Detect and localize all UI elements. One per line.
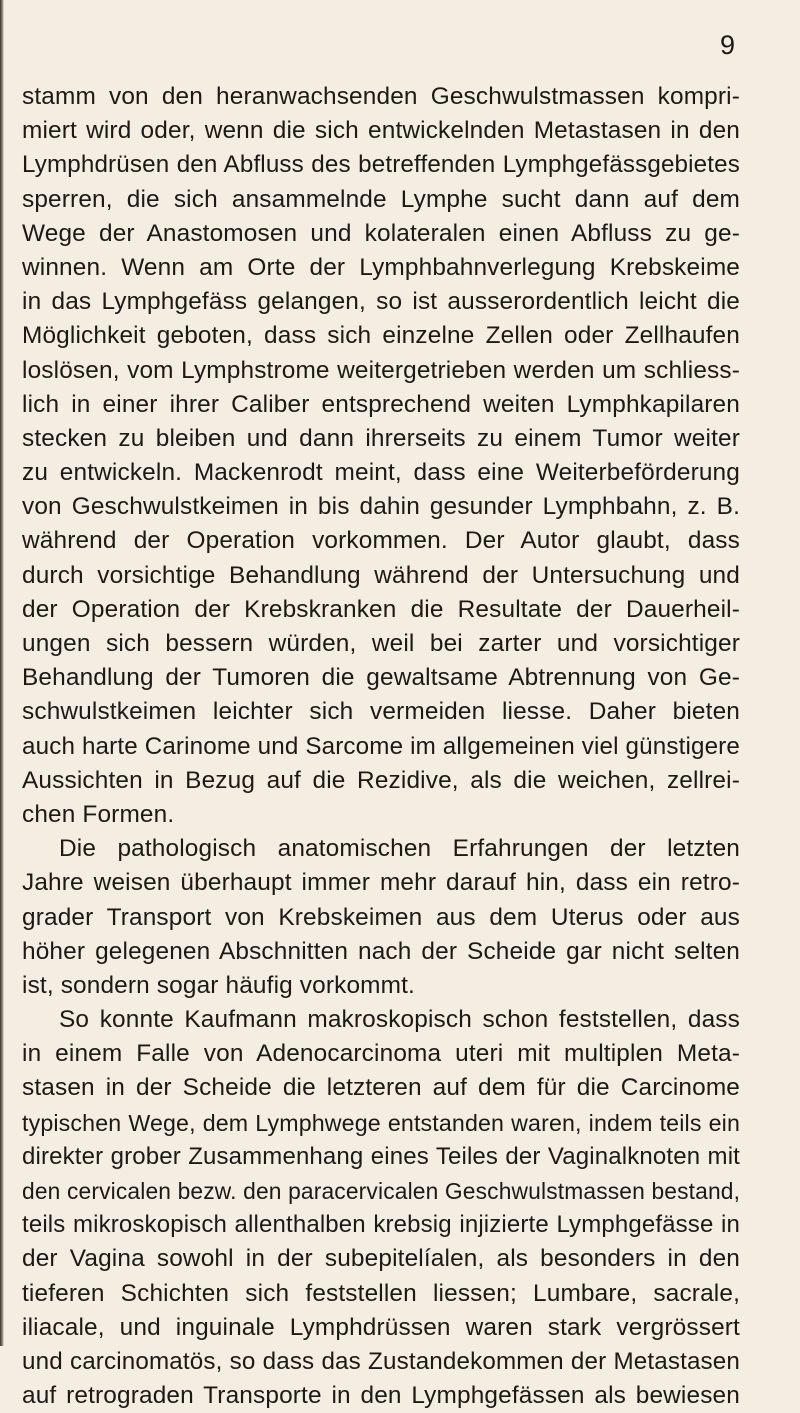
text-line: Möglichkeit geboten, dass sich einzelne Zellen oder Zellhaufen	[22, 322, 740, 350]
body-text	[22, 80, 740, 1413]
text-line: teils mikroskopisch allenthalben krebsig injizierte Lymphgefässe in	[22, 1211, 740, 1239]
text-line: Lymphdrüsen den Abfluss des betreffenden Lymphgefässgebietes	[22, 151, 740, 179]
text-line: ist, sondern sogar häufig vorkommt.	[22, 971, 415, 999]
text-line: der Vagina sowohl in der subepitelíalen, als besonders in den	[22, 1245, 740, 1273]
text-line: grader Transport von Krebskeimen aus dem Uterus oder aus	[22, 903, 740, 931]
text-line: schwulstkeimen leichter sich vermeiden liesse. Daher bieten	[22, 698, 740, 726]
text-line: höher gelegenen Abschnitten nach der Scheide gar nicht selten	[22, 937, 740, 965]
text-line: in einem Falle von Adenocarcinoma uteri mit multiplen Meta-	[22, 1040, 740, 1068]
text-line: Jahre weisen überhaupt immer mehr darauf hin, dass ein retro-	[22, 869, 740, 897]
text-line: chen Formen.	[22, 800, 175, 828]
text-line: ungen sich bessern würden, weil bei zarter und vorsichtiger	[22, 630, 740, 657]
text-line: Die pathologisch anatomischen Erfahrungen der letzten	[59, 835, 740, 863]
text-line: lich in einer ihrer Caliber entsprechend weiten Lymphkapilaren	[22, 390, 740, 418]
text-line: der Operation der Krebskranken die Resultate der Dauerheil-	[22, 595, 740, 623]
text-line: loslösen, vom Lymphstrome weitergetrieben werden um schliess-	[22, 356, 740, 384]
text-line: Wege der Anastomosen und kolateralen einen Abfluss zu ge-	[22, 219, 740, 247]
text-line: und carcinomatös, so dass das Zustandekommen der Metastasen	[22, 1347, 740, 1375]
text-line: stasen in der Scheide die letzteren auf dem für die Carcinome	[22, 1074, 740, 1102]
text-line: zu entwickeln. Mackenrodt meint, dass eine Weiterbeförderung	[22, 459, 740, 487]
text-line: direkter grober Zusammenhang eines Teiles der Vaginalknoten mit	[22, 1142, 740, 1170]
page-edge	[0, 0, 4, 1346]
text-line: auf retrograden Transporte in den Lymphgefässen als bewiesen	[22, 1382, 740, 1410]
text-line: auch harte Carinome und Sarcome im allgemeinen viel günstigere	[22, 732, 740, 760]
text-line: Aussichten in Bezug auf die Rezidive, als die weichen, zellrei-	[22, 766, 740, 794]
text-line: den cervicalen bezw. den paracervicalen Geschwulstmassen bestand,	[22, 1178, 741, 1204]
text-line: stecken zu bleiben und dann ihrerseits zu einem Tumor weiter	[22, 424, 740, 452]
text-line: winnen. Wenn am Orte der Lymphbahnverlegung Krebskeime	[22, 253, 740, 281]
text-line: tieferen Schichten sich feststellen liessen; Lumbare, sacrale,	[22, 1279, 740, 1307]
text-line: während der Operation vorkommen. Der Autor glaubt, dass	[22, 527, 740, 555]
text-line: miert wird oder, wenn die sich entwickelnden Metastasen in den	[22, 117, 740, 145]
text-line: stamm von den heranwachsenden Geschwulstmassen kompri-	[22, 83, 740, 110]
page-number: 9	[720, 30, 736, 60]
text-line: typischen Wege, dem Lymphwege entstanden waren, indem teils ein	[22, 1109, 740, 1136]
text-line: Behandlung der Tumoren die gewaltsame Abtrennung von Ge-	[22, 664, 740, 692]
text-line: iliacale, und inguinale Lymphdrüssen waren stark vergrössert	[22, 1313, 740, 1341]
text-line: von Geschwulstkeimen in bis dahin gesunder Lymphbahn, z. B.	[22, 493, 740, 521]
text-line: durch vorsichtige Behandlung während der Untersuchung und	[22, 561, 740, 589]
text-line: sperren, die sich ansammelnde Lymphe sucht dann auf dem	[22, 185, 740, 213]
text-line: in das Lymphgefäss gelangen, so ist ausserordentlich leicht die	[22, 288, 740, 316]
text-line: So konnte Kaufmann makroskopisch schon feststellen, dass	[59, 1006, 740, 1034]
